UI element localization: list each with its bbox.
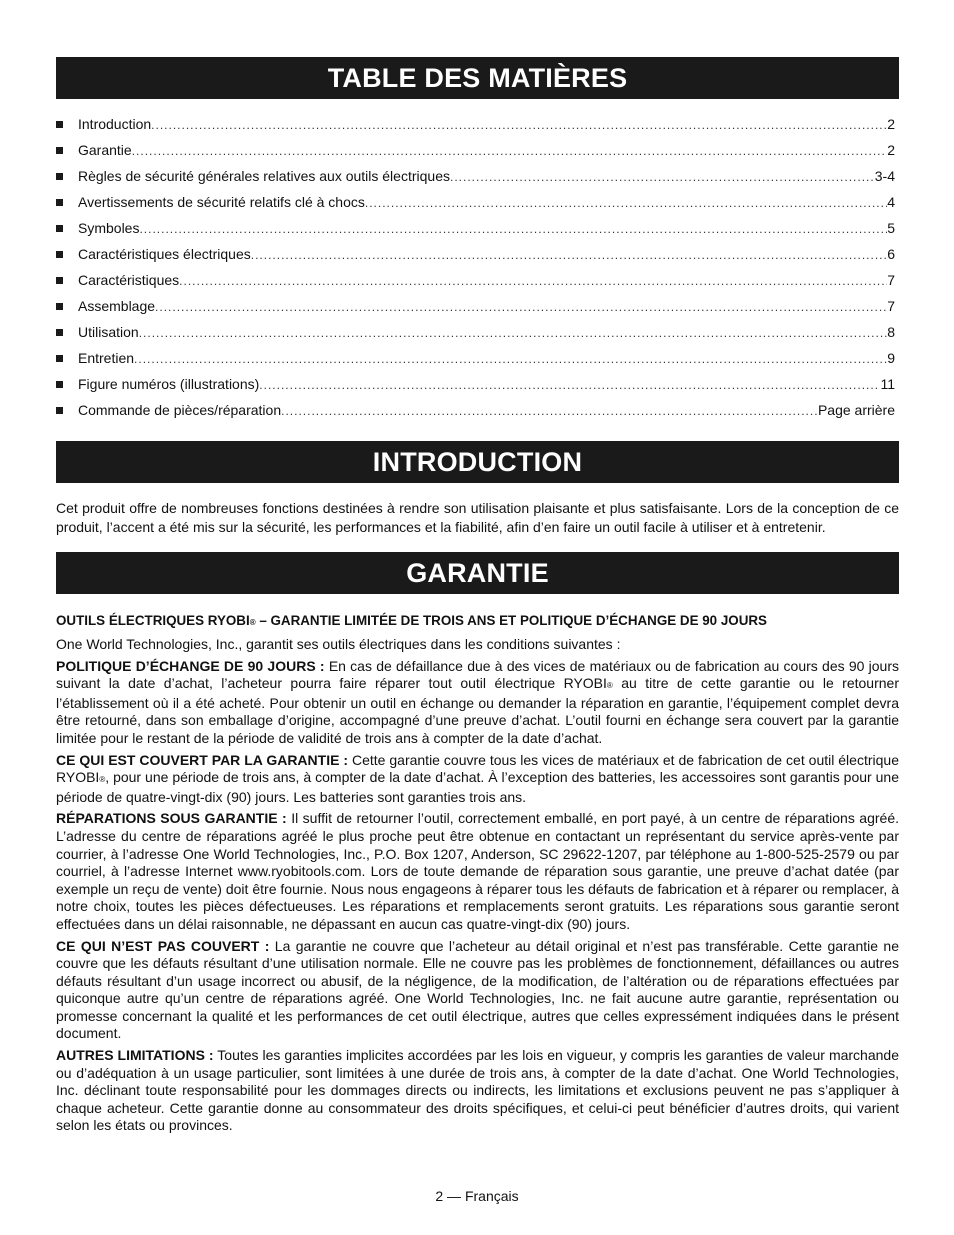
toc-item-page: 6 <box>887 246 895 262</box>
toc-item-label: Commande de pièces/réparation <box>78 402 282 418</box>
toc-item <box>56 345 895 371</box>
toc-item-page: 11 <box>880 376 895 392</box>
toc-item-page: Page arrière <box>817 402 895 418</box>
square-bullet-icon <box>56 147 63 154</box>
toc-item-page: 8 <box>887 324 895 340</box>
toc-item-label: Caractéristiques électriques <box>78 246 251 262</box>
not-covered-text: La garantie ne couvre que l’acheteur au détail original et n’est pas transférable. Cette garantie ne couvre que les défauts résultant d’une utilisation normale. Elle ne couvre pas les problèmes de fonctionnement, défaillances ou autres défauts résultant d’un usage incorrect ou abusif, de la négligence, de la modification, de l’altération ou de réparations effectuées par quiconque autre qu’un centre de réparations agréé. One World Technologies, Inc. ne fait aucune autre garantie, représentation ou promesse concernant la qualité et les performances de cet outil électrique, autres que celles expressément indiquées dans le présent document. <box>56 937 900 1042</box>
toc-item <box>56 189 895 215</box>
square-bullet-icon <box>56 251 63 258</box>
square-bullet-icon <box>56 355 63 362</box>
toc-item <box>56 293 895 319</box>
toc-item <box>56 397 895 423</box>
toc-item-page: 2 <box>887 142 895 158</box>
registered-mark: ® <box>99 775 106 785</box>
toc-item-page: 4 <box>887 194 895 210</box>
toc-item-label: Avertissements de sécurité relatifs clé à chocs <box>78 194 365 210</box>
page-footer: 2 — Français <box>435 1188 519 1204</box>
toc-item <box>56 267 895 293</box>
toc-leader-dots <box>139 320 888 346</box>
repairs-paragraph <box>56 810 899 933</box>
not-covered-label: CE QUI N’EST PAS COUVERT : <box>56 937 270 954</box>
warranty-heading-brand: OUTILS ÉLECTRIQUES RYOBI <box>56 613 250 628</box>
garantie-title: GARANTIE <box>56 552 899 594</box>
toc-item-page: 7 <box>887 298 895 314</box>
repairs-label: RÉPARATIONS SOUS GARANTIE : <box>56 810 287 827</box>
toc-item-label: Introduction <box>78 116 152 132</box>
square-bullet-icon <box>56 407 63 414</box>
square-bullet-icon <box>56 173 63 180</box>
toc-item-page: 7 <box>887 272 895 288</box>
toc-item <box>56 241 895 267</box>
toc-leader-dots <box>179 268 887 294</box>
limitations-label: AUTRES LIMITATIONS : <box>56 1047 214 1064</box>
toc-item-label: Figure numéros (illustrations) <box>78 376 260 392</box>
square-bullet-icon <box>56 199 63 206</box>
toc-item <box>56 215 895 241</box>
toc-leader-dots <box>134 346 887 372</box>
toc-item <box>56 319 895 345</box>
document-page <box>56 57 899 1139</box>
toc-item-page: 5 <box>887 220 895 236</box>
covered-text: Cette garantie couvre tous les vices de matériaux et de fabrication de cet outil électrique RYOBI <box>56 751 899 786</box>
toc-item <box>56 111 895 137</box>
warranty-heading <box>56 612 899 632</box>
toc-item-page: 2 <box>887 116 895 132</box>
toc-item-label: Caractéristiques <box>78 272 180 288</box>
square-bullet-icon <box>56 381 63 388</box>
not-covered-paragraph <box>56 938 899 1044</box>
limitations-text: Toutes les garanties implicites accordées par les lois en vigueur, y compris les garanties de valeur marchande ou d’adéquation à un usage particulier, sont limitées à une durée de trois ans, à compter de la date d’achat. One World Technologies, Inc. déclinant toute responsabilité pour les dommages directs ou indirects, les limitations et exclusions peuvent ne pas s’appliquer à chaque acheteur. Cette garantie donne au consommateur des droits spécifiques, et celui-ci peut bénéficier d’autres droits, qui varient selon les états ou provinces. <box>56 1047 899 1134</box>
square-bullet-icon <box>56 329 63 336</box>
exchange-policy-paragraph <box>56 658 899 748</box>
toc-item-label: Symboles <box>78 220 140 236</box>
toc-leader-dots <box>251 242 887 268</box>
toc-item-label: Utilisation <box>78 324 139 340</box>
toc-item <box>56 137 895 163</box>
warranty-heading-rest: – GARANTIE LIMITÉE DE TROIS ANS ET POLITIQUE D’ÉCHANGE DE 90 JOURS <box>255 613 767 628</box>
toc-leader-dots <box>259 372 880 398</box>
toc-title: TABLE DES MATIÈRES <box>56 57 899 99</box>
toc-list <box>56 111 899 423</box>
toc-item-page: 3-4 <box>874 168 895 184</box>
toc-leader-dots <box>365 190 887 216</box>
exchange-policy-text: En cas de défaillance due à des vices de matériaux ou de fabrication au cours des 90 jours suivant la date d’achat, l’acheteur pourra faire réparer tout outil électrique RYOBI <box>56 657 899 692</box>
covered-label: CE QUI EST COUVERT PAR LA GARANTIE : <box>56 751 349 768</box>
square-bullet-icon <box>56 225 63 232</box>
toc-leader-dots <box>151 112 887 138</box>
toc-item <box>56 163 895 189</box>
introduction-text: Cet produit offre de nombreuses fonctions destinées à rendre son utilisation plaisante et plus satisfaisante. Lors de la conception de ce produit, l’accent a été mis sur la sécurité, les performances et la fiabilité, afin d’en faire un outil facile à utiliser et à entretenir. <box>56 500 899 535</box>
square-bullet-icon <box>56 277 63 284</box>
toc-item-label: Assemblage <box>78 298 156 314</box>
toc-leader-dots <box>155 294 887 320</box>
toc-item-page: 9 <box>887 350 895 366</box>
repairs-text: Il suffit de retourner l’outil, correctement emballé, en port payé, à un centre de réparations agréé. L’adresse du centre de réparations agréé le plus proche peut être obtenue en contactant un représentant du service après-vente par courrier, à l’adresse One World Technologies, Inc., P.O. Box 1207, Anderson, SC 29622-1207, par téléphone au 1-800-525-2579 ou par courriel, à l’adresse Internet www.ryobitools.com. Lors de toute demande de réparation sous garantie, une preuve d’achat datée (par exemple un reçu de vente) doit être fournie. Nous nous engageons à réparer tous les défauts de fabrication et à réparer ou remplacer, à notre choix, toutes les pièces défectueuses. Les réparations et remplacements seront gratuits. Les réparations sous garantie seront effectuées dans un délai raisonnable, ne dépassant en aucun cas quatre-vingt-dix (90) jours. <box>56 810 900 932</box>
toc-leader-dots <box>281 398 818 424</box>
toc-item-label: Garantie <box>78 142 132 158</box>
toc-leader-dots <box>139 216 887 242</box>
toc-item <box>56 371 895 397</box>
exchange-policy-text-cont: au titre de cette garantie ou le retourner l’établissement où il a été acheté. Pour obtenir un outil en échange ou demander la réparation en garantie, l’équipement complet devra être retourné, dans son emballage d’origine, accompagné d’une preuve d’achat. L’outil fourni en échange sera couvert par la garantie limitée pour le restant de la période de validité de trois ans à compter de la date d’achat. <box>56 675 899 746</box>
warranty-intro: One World Technologies, Inc., garantit ses outils électriques dans les conditions suivantes : <box>56 636 621 652</box>
limitations-paragraph <box>56 1047 899 1135</box>
toc-leader-dots <box>132 138 888 164</box>
covered-paragraph <box>56 752 899 807</box>
registered-mark: ® <box>249 618 256 627</box>
toc-item-label: Règles de sécurité générales relatives aux outils électriques <box>78 168 450 184</box>
covered-text-cont: , pour une période de trois ans, à compter de la date d’achat. À l’exception des batteries, les accessoires sont garantis pour une période de quatre-vingt-dix (90) jours. Les batteries sont garanties trois ans. <box>56 769 899 805</box>
toc-item-label: Entretien <box>78 350 135 366</box>
introduction-title: INTRODUCTION <box>56 441 899 483</box>
square-bullet-icon <box>56 303 63 310</box>
registered-mark: ® <box>606 681 613 691</box>
square-bullet-icon <box>56 121 63 128</box>
exchange-policy-label: POLITIQUE D’ÉCHANGE DE 90 JOURS : <box>56 657 325 674</box>
toc-leader-dots <box>450 164 875 190</box>
